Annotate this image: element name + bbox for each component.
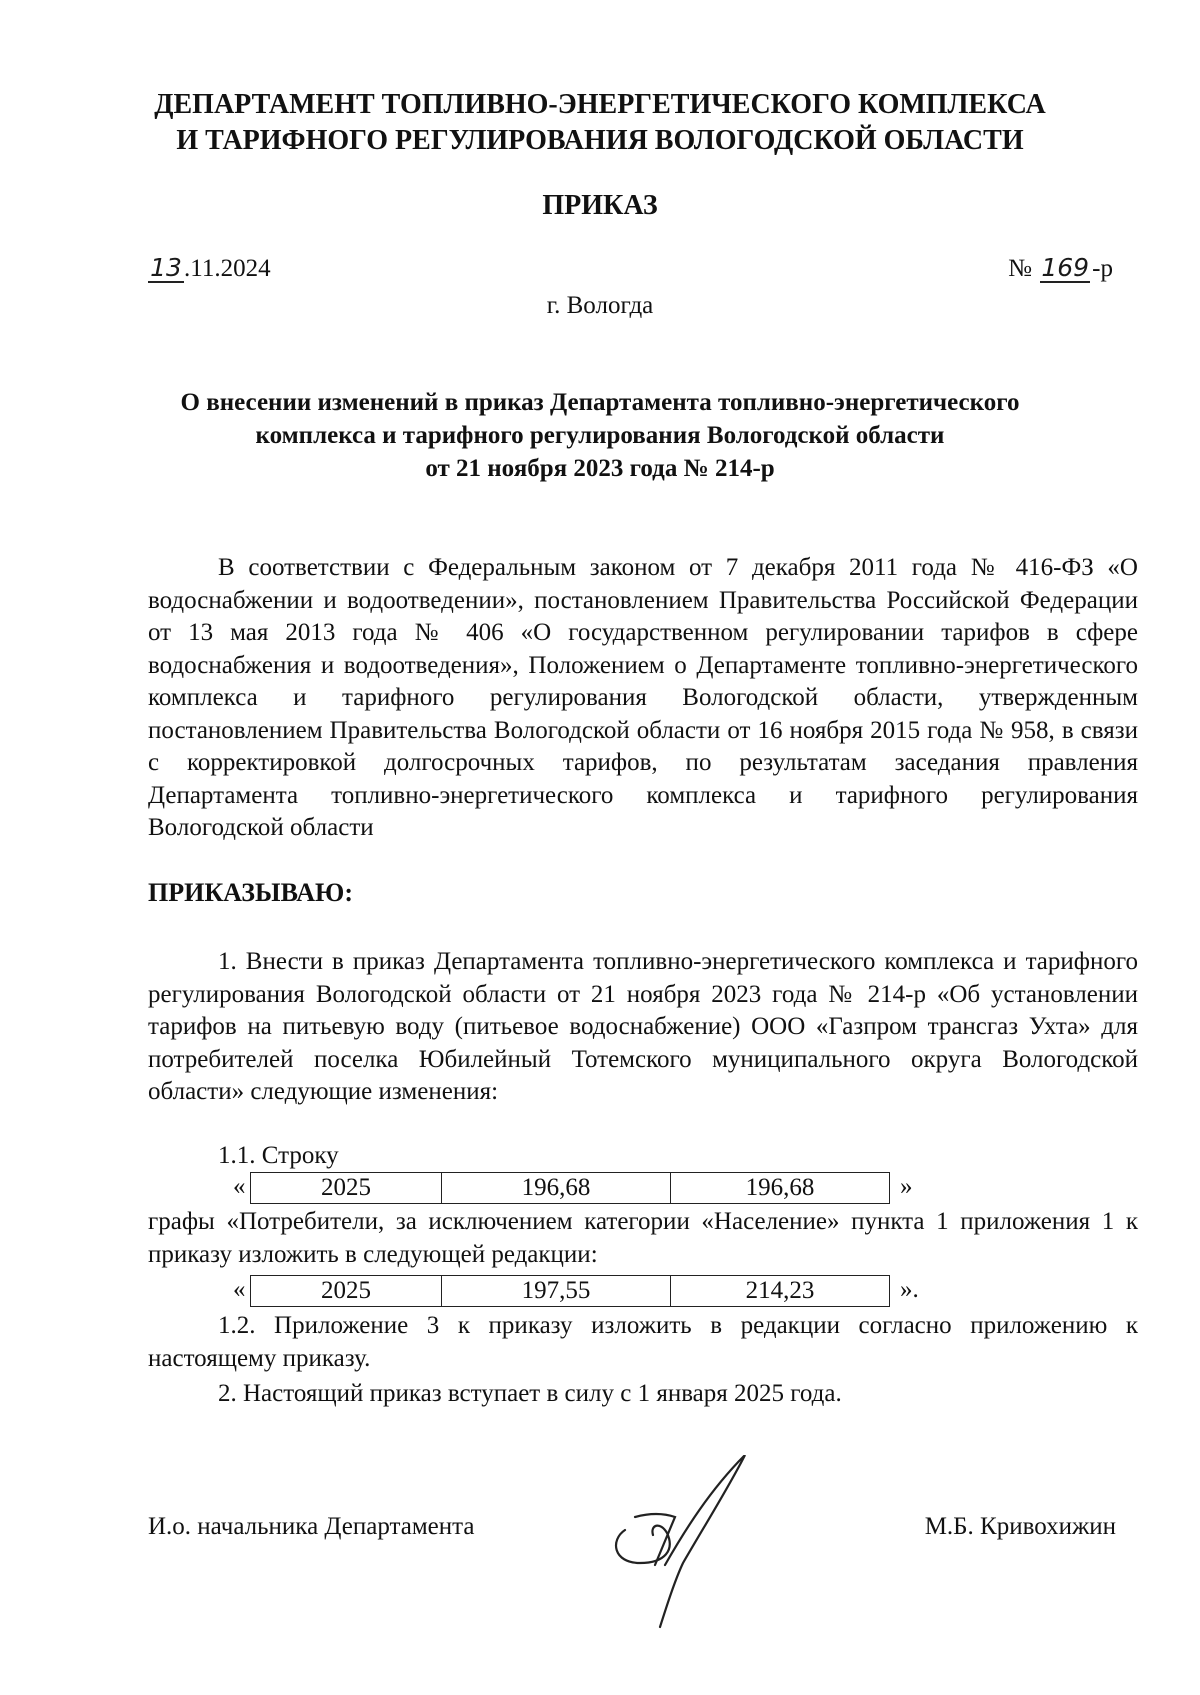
new-row-table [250, 1275, 890, 1307]
document-subject [0, 386, 1200, 485]
signatory-name: М.Б. Кривохижин [924, 1513, 1116, 1540]
preamble-paragraph: В соответствии с Федеральным законом от 7 декабря 2011 года № 416-ФЗ «О водоснабжении и водоотведении», постановлением Правительства Российской Федерации от 13 мая 2013 года № 406 «О государственном регулировании тарифов в сфере водоснабжения и водоотведения», Положением о Департаменте топливно-энергетического комплекса и тарифного регулирования Вологодской области, утвержденным постановлением Правительства Вологодской области от 16 ноября 2015 года № 958, в связи с корректировкой долгосрочных тарифов, по результатам заседания правления Департамента топливно-энергетического комплекса и тарифного регулирования Вологодской области [148, 554, 1138, 841]
old-row-value-2: 196,68 [671, 1173, 890, 1204]
old-row-year: 2025 [251, 1173, 442, 1204]
subject-line1: О внесении изменений в приказ Департамента топливно-энергетического [180, 389, 1020, 416]
number-handwritten: 169 [1041, 253, 1090, 282]
new-row-value-2: 214,23 [671, 1276, 890, 1307]
number-suffix: -р [1092, 255, 1113, 282]
agency-name-line2: И ТАРИФНОГО РЕГУЛИРОВАНИЯ ВОЛОГОДСКОЙ ОБЛАСТИ [176, 125, 1024, 156]
agency-name-line1: ДЕПАРТАМЕНТ ТОПЛИВНО-ЭНЕРГЕТИЧЕСКОГО КОМПЛЕКСА [154, 89, 1046, 120]
document-type: ПРИКАЗ [542, 190, 658, 221]
number-prefix: № [1008, 255, 1032, 282]
middle-paragraph: графы «Потребители, за исключением категории «Население» пункта 1 приложения 1 к приказу изложить в следующей редакции: [148, 1208, 1138, 1268]
date-month-year: .11.2024 [184, 255, 271, 282]
agency-name [0, 87, 1200, 159]
decree-word: ПРИКАЗЫВАЮ: [148, 878, 353, 907]
old-row-open-quote: « [233, 1173, 246, 1200]
old-row-table [250, 1172, 890, 1204]
table-row [251, 1173, 890, 1204]
new-row-value-1: 197,55 [442, 1276, 671, 1307]
item-1-paragraph: 1. Внести в приказ Департамента топливно-энергетического комплекса и тарифного регулирования Вологодской области от 21 ноября 2023 года № 214-р «Об установлении тарифов на питьевую воду (питьевое водоснабжение) ООО «Газпром трансгаз Ухта» для потребителей поселка Юбилейный Тотемского муниципального округа Вологодской области» следующие изменения: [148, 948, 1138, 1105]
subject-line3: от 21 ноября 2023 года № 214-р [425, 455, 775, 482]
table-row [251, 1276, 890, 1307]
document-number [1008, 255, 1113, 283]
signatory-position: И.о. начальника Департамента [148, 1513, 475, 1540]
document-date [148, 255, 271, 283]
item-1-2-paragraph: 1.2. Приложение 3 к приказу изложить в редакции согласно приложению к настоящему приказу. [148, 1312, 1138, 1372]
new-row-close-quote: ». [900, 1276, 919, 1303]
new-row-year: 2025 [251, 1276, 442, 1307]
date-day-handwritten: 13 [148, 255, 184, 283]
old-row-close-quote: » [900, 1173, 913, 1200]
item-1-1-label: 1.1. Строку [218, 1142, 339, 1169]
new-row-open-quote: « [233, 1276, 246, 1303]
signature-image [605, 1455, 765, 1630]
item-2-paragraph: 2. Настоящий приказ вступает в силу с 1 января 2025 года. [218, 1380, 842, 1407]
subject-line2: комплекса и тарифного регулирования Вологодской области [255, 422, 945, 449]
old-row-value-1: 196,68 [442, 1173, 671, 1204]
document-city: г. Вологда [546, 292, 654, 319]
